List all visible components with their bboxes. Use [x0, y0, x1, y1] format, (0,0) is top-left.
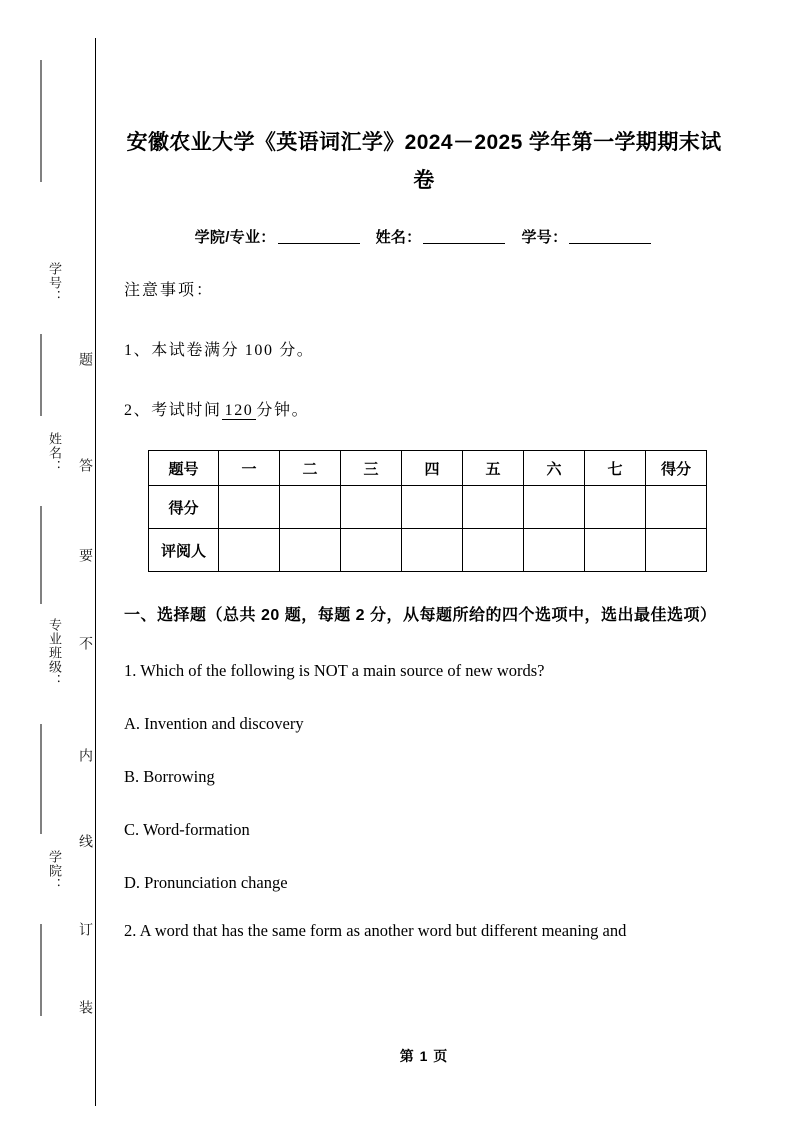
score-summary-table — [148, 450, 707, 572]
header-cell-2: 二 — [280, 451, 341, 486]
margin-label-name: 姓名： — [47, 432, 62, 474]
grader-cell[interactable] — [585, 529, 646, 572]
seal-char-bu: 不 — [78, 636, 94, 651]
margin-seal-column — [62, 0, 96, 1122]
score-cell[interactable] — [646, 486, 707, 529]
margin-blank-rule — [41, 506, 42, 604]
seal-char-nei: 内 — [78, 748, 94, 763]
margin-blank-rule — [41, 60, 42, 182]
notice-item-duration — [124, 397, 724, 420]
header-cell-1: 一 — [219, 451, 280, 486]
student-name-label: 姓名： — [375, 229, 422, 246]
question-1-option-a[interactable]: A. Invention and discovery — [124, 714, 304, 733]
question-1-option-b[interactable]: B. Borrowing — [124, 767, 215, 786]
header-cell-question-no: 题号 — [149, 451, 219, 486]
grader-cell[interactable] — [341, 529, 402, 572]
question-2-stem: 2. A word that has the same form as another word but different meaning and — [124, 921, 627, 940]
score-cell[interactable] — [524, 486, 585, 529]
header-cell-7: 七 — [585, 451, 646, 486]
student-no-label: 学号： — [521, 229, 568, 246]
seal-char-ti: 题 — [78, 352, 94, 367]
student-name-field[interactable] — [423, 243, 505, 244]
grader-cell[interactable] — [402, 529, 463, 572]
notice-item-total-score: 1、本试卷满分 100 分。 — [124, 342, 315, 359]
margin-field-column — [18, 0, 64, 1122]
grader-cell[interactable] — [280, 529, 341, 572]
duration-value: 120 — [222, 402, 257, 420]
college-major-field[interactable] — [278, 243, 360, 244]
margin-label-college: 学院： — [47, 850, 62, 892]
exam-content — [124, 0, 724, 942]
score-cell[interactable] — [585, 486, 646, 529]
header-cell-6: 六 — [524, 451, 585, 486]
margin-blank-rule — [41, 334, 42, 416]
college-major-label: 学院/专业： — [194, 229, 276, 246]
seal-char-da: 答 — [78, 458, 94, 473]
score-cell[interactable] — [280, 486, 341, 529]
margin-blank-rule — [41, 924, 42, 1016]
seal-char-zhuang: 装 — [78, 1000, 94, 1015]
table-row — [149, 486, 707, 529]
margin-label-class: 专业班级： — [47, 618, 62, 688]
margin-label-student-no: 学号： — [47, 262, 62, 304]
header-cell-3: 三 — [341, 451, 402, 486]
seal-char-ding: 订 — [78, 922, 94, 937]
header-cell-total: 得分 — [646, 451, 707, 486]
student-identity-line — [124, 226, 724, 247]
page-title: 安徽农业大学《英语词汇学》2024－2025 学年第一学期期末试卷 — [126, 131, 722, 192]
row-label-score: 得分 — [149, 486, 219, 529]
question-1-stem: 1. Which of the following is NOT a main source of new words? — [124, 661, 545, 680]
row-label-grader: 评阅人 — [149, 529, 219, 572]
section-heading-multiple-choice: 一、选择题（总共 20 题，每题 2 分，从每题所给的四个选项中，选出最佳选项） — [124, 607, 717, 624]
table-header-row — [149, 451, 707, 486]
header-cell-5: 五 — [463, 451, 524, 486]
grader-cell[interactable] — [463, 529, 524, 572]
duration-suffix: 分钟。 — [256, 402, 310, 419]
student-no-field[interactable] — [569, 243, 651, 244]
seal-char-xian: 线 — [78, 834, 94, 849]
grader-cell[interactable] — [524, 529, 585, 572]
table-row — [149, 529, 707, 572]
margin-blank-rule — [41, 724, 42, 834]
seal-char-yao: 要 — [78, 548, 94, 563]
notice-heading: 注意事项： — [124, 282, 215, 299]
duration-prefix: 2、考试时间 — [124, 402, 222, 419]
page-number-footer: 第 1 页 — [399, 1048, 449, 1064]
question-1-option-d[interactable]: D. Pronunciation change — [124, 873, 288, 892]
grader-cell[interactable] — [646, 529, 707, 572]
score-cell[interactable] — [341, 486, 402, 529]
score-cell[interactable] — [402, 486, 463, 529]
header-cell-4: 四 — [402, 451, 463, 486]
score-cell[interactable] — [219, 486, 280, 529]
grader-cell[interactable] — [219, 529, 280, 572]
question-1-option-c[interactable]: C. Word-formation — [124, 820, 250, 839]
score-cell[interactable] — [463, 486, 524, 529]
